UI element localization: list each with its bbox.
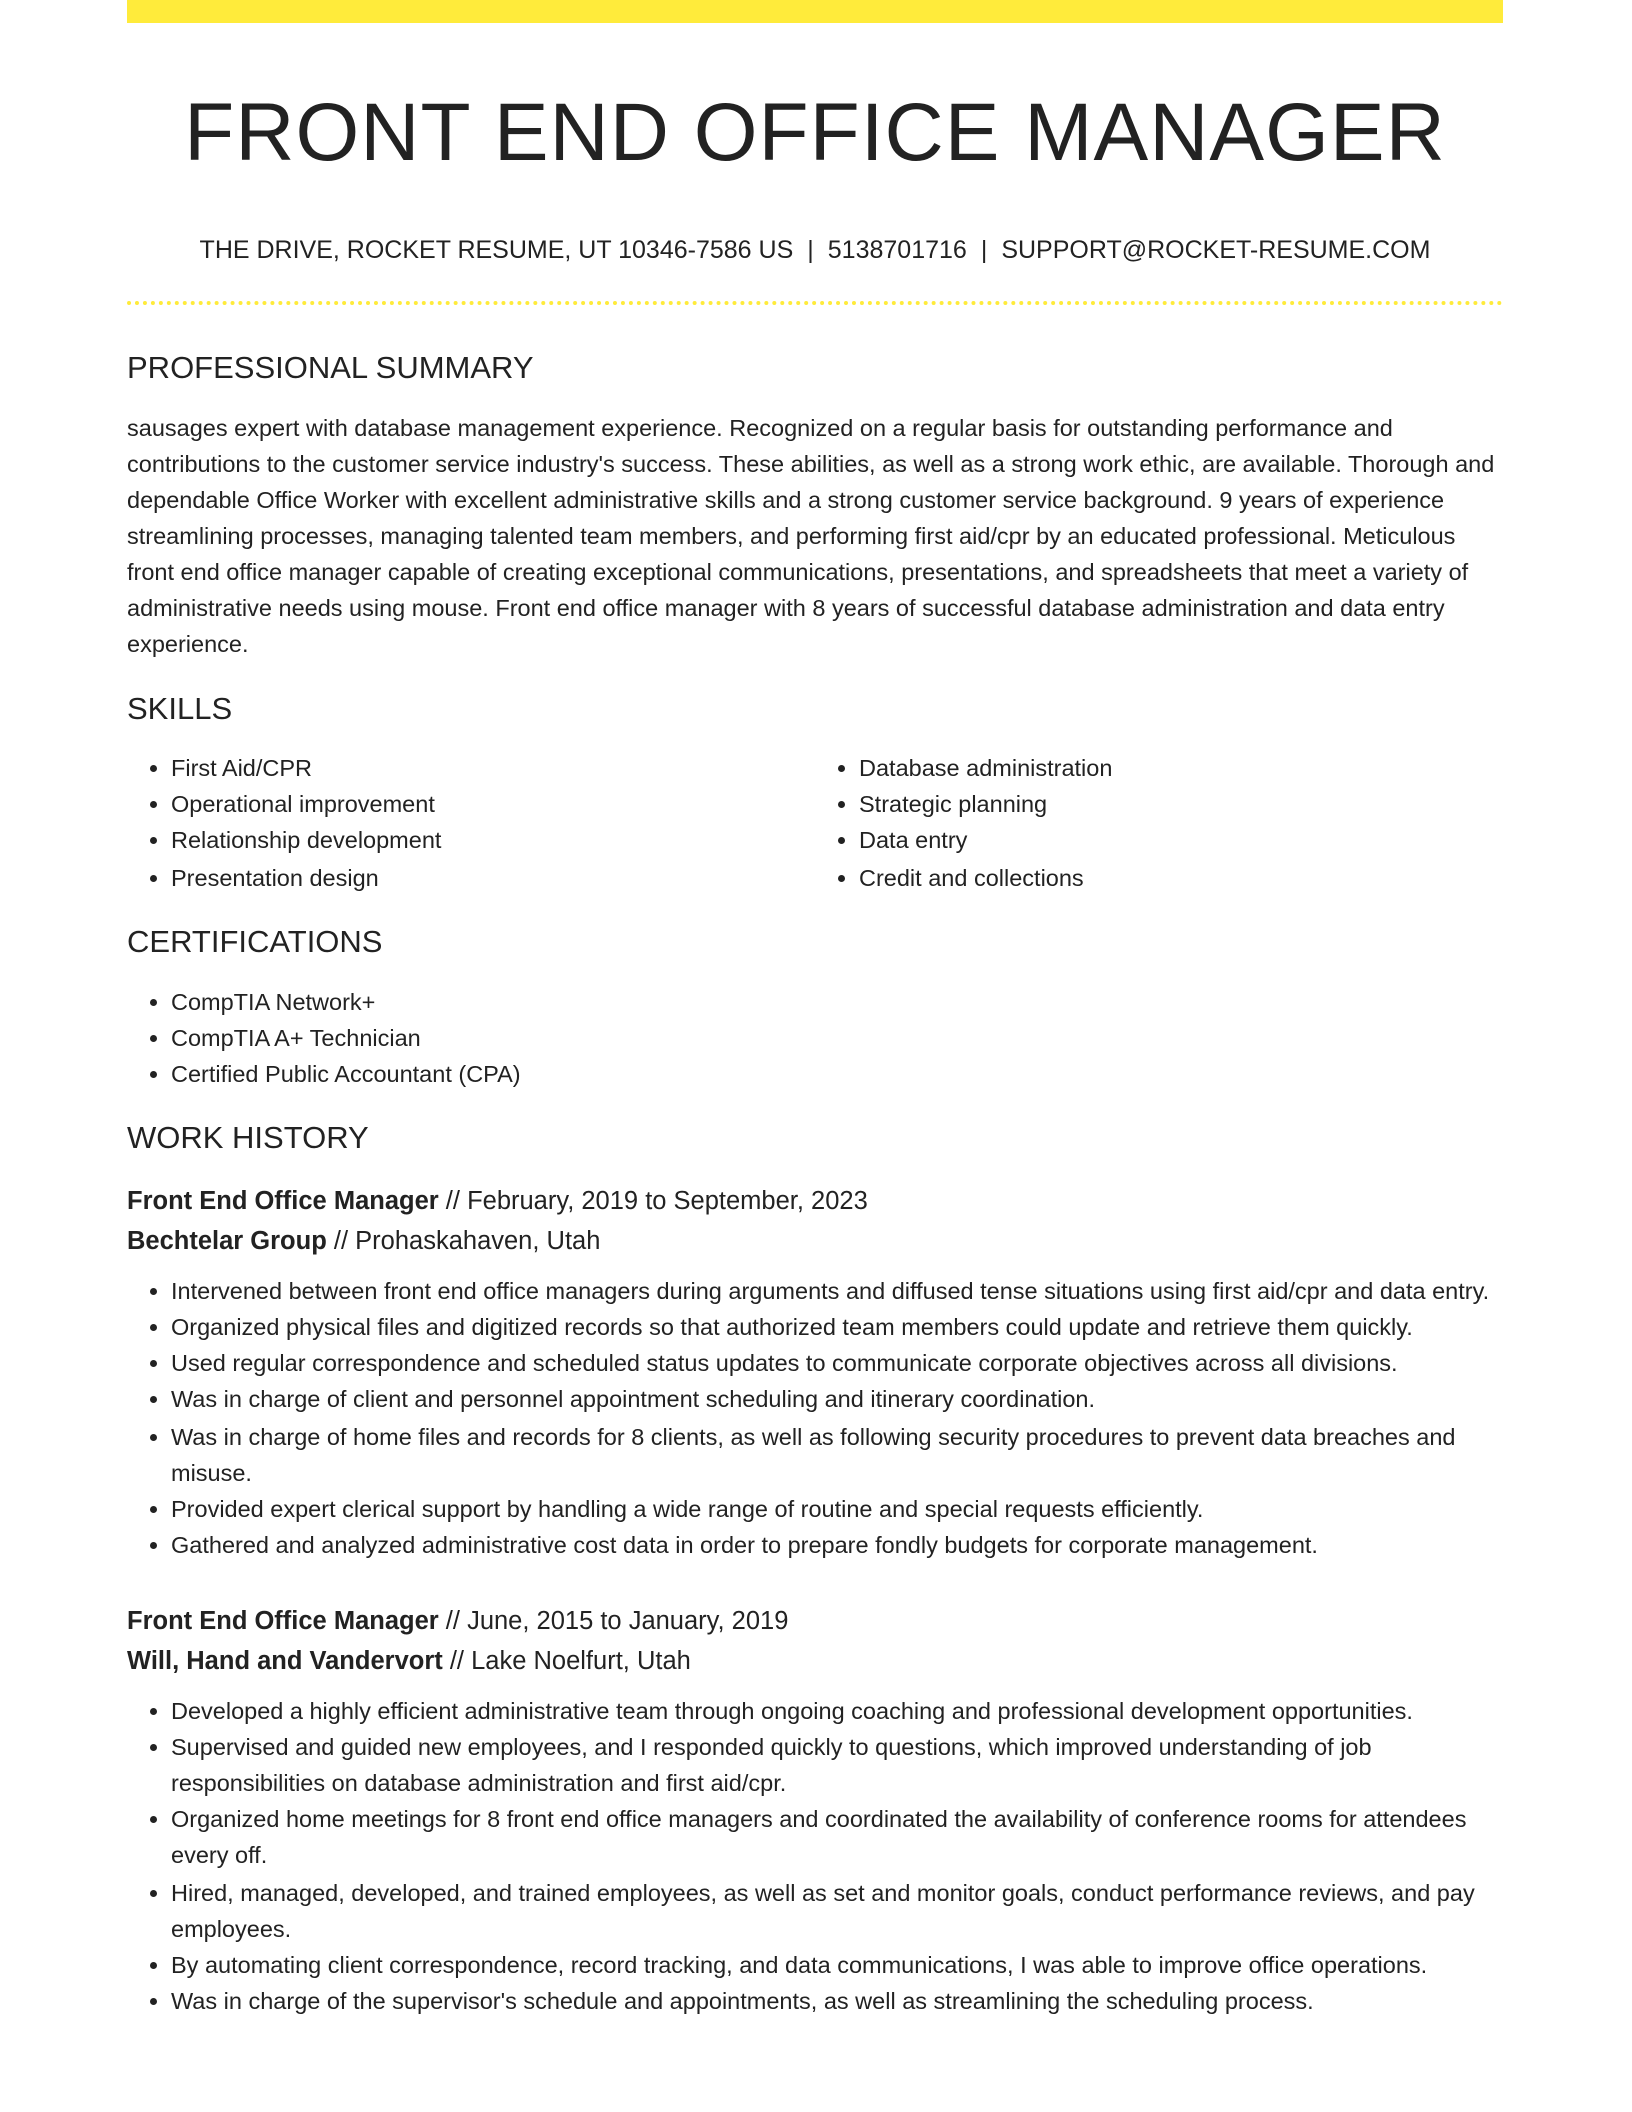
- skill-item: • Database administration: [859, 750, 1503, 786]
- job-divider: //: [445, 1187, 460, 1215]
- job-bullet: • Gathered and analyzed administrative cost data in order to prepare fondly budgets for corporate management.: [171, 1527, 1503, 1563]
- top-accent-bar: [127, 0, 1503, 23]
- skills-heading: SKILLS: [127, 691, 233, 726]
- job-location: Prohaskahaven, Utah: [355, 1227, 601, 1255]
- contact-separator: |: [807, 236, 814, 264]
- skill-item: • Credit and collections: [859, 860, 1503, 896]
- job-role: Front End Office Manager: [127, 1607, 439, 1635]
- job-company: Bechtelar Group: [127, 1227, 327, 1255]
- job-role: Front End Office Manager: [127, 1187, 439, 1215]
- resume-page: [127, 0, 1503, 2019]
- job-bullet: • Provided expert clerical support by handling a wide range of routine and special requests efficiently.: [171, 1491, 1503, 1527]
- certification-item: • Certified Public Accountant (CPA): [171, 1056, 1503, 1092]
- job-company-line: [127, 1641, 1503, 1681]
- skills-list-left: [127, 750, 815, 896]
- job-company-line: [127, 1221, 1503, 1261]
- job-bullet: • By automating client correspondence, record tracking, and data communications, I was able to improve office operations.: [171, 1947, 1503, 1983]
- work-history-heading: WORK HISTORY: [127, 1120, 369, 1155]
- job-bullets: [127, 1693, 1503, 2019]
- certification-item: • CompTIA A+ Technician: [171, 1020, 1503, 1056]
- job-bullet: • Intervened between front end office managers during arguments and diffused tense situations using first aid/cpr and data entry.: [171, 1273, 1503, 1309]
- contact-email: SUPPORT@ROCKET-RESUME.COM: [1001, 236, 1431, 264]
- job-bullet: • Was in charge of client and personnel appointment scheduling and itinerary coordination.: [171, 1381, 1503, 1417]
- job-divider: //: [449, 1647, 465, 1675]
- skill-item: • Data entry: [859, 822, 1503, 858]
- skill-item: • Operational improvement: [171, 786, 815, 822]
- job-dates: February, 2019 to September, 2023: [467, 1187, 868, 1215]
- job-company: Will, Hand and Vandervort: [127, 1647, 443, 1675]
- skill-item: • Presentation design: [171, 860, 815, 896]
- contact-address: THE DRIVE, ROCKET RESUME, UT 10346-7586 US: [199, 236, 794, 264]
- job-bullet: • Supervised and guided new employees, and I responded quickly to questions, which improved understanding of job responsibilities on database administration and first aid/cpr.: [171, 1729, 1503, 1801]
- job-location: Lake Noelfurt, Utah: [471, 1647, 691, 1675]
- contact-line: [127, 234, 1503, 266]
- job-bullet: • Hired, managed, developed, and trained employees, as well as set and monitor goals, conduct performance reviews, and pay employees.: [171, 1875, 1503, 1947]
- summary-heading: PROFESSIONAL SUMMARY: [127, 350, 534, 385]
- job-bullet: • Developed a highly efficient administrative team through ongoing coaching and professional development opportunities.: [171, 1693, 1503, 1729]
- job-title-line: [127, 1181, 1503, 1221]
- job-bullet: • Was in charge of home files and records for 8 clients, as well as following security procedures to prevent data breaches and misuse.: [171, 1419, 1503, 1491]
- contact-separator: |: [980, 236, 988, 264]
- resume-name: FRONT END OFFICE MANAGER: [184, 87, 1446, 178]
- skill-item: • Relationship development: [171, 822, 815, 858]
- skills-grid: [127, 750, 1503, 896]
- job-bullets: [127, 1273, 1503, 1563]
- skills-list-right: [815, 750, 1503, 896]
- skill-item: • First Aid/CPR: [171, 750, 815, 786]
- job-bullet: • Used regular correspondence and scheduled status updates to communicate corporate objectives across all divisions.: [171, 1345, 1503, 1381]
- job-bullet: • Organized physical files and digitized records so that authorized team members could update and retrieve them quickly.: [171, 1309, 1503, 1345]
- job-entry: [127, 1601, 1503, 2019]
- job-entry: [127, 1181, 1503, 1563]
- job-bullet: • Was in charge of the supervisor's schedule and appointments, as well as streamlining the scheduling process.: [171, 1983, 1503, 2019]
- skill-item: • Strategic planning: [859, 786, 1503, 822]
- summary-text: sausages expert with database management experience. Recognized on a regular basis for outstanding performance and contributions to the customer service industry's success. These abilities, as well as a strong work ethic, are available. Thorough and dependable Office Worker with excellent administrative skills and a strong customer service background. 9 years of experience streamlining processes, managing talented team members, and performing first aid/cpr by an educated professional. Meticulous front end office manager capable of creating exceptional communications, presentations, and spreadsheets that meet a variety of administrative needs using mouse. Front end office manager with 8 years of successful database administration and data entry experience.: [127, 415, 1495, 657]
- header-divider: [127, 301, 1503, 305]
- job-dates: June, 2015 to January, 2019: [467, 1607, 789, 1635]
- certification-item: • CompTIA Network+: [171, 984, 1503, 1020]
- job-title-line: [127, 1601, 1503, 1641]
- job-divider: //: [333, 1227, 349, 1255]
- certifications-heading: CERTIFICATIONS: [127, 924, 383, 959]
- job-bullet: • Organized home meetings for 8 front end office managers and coordinated the availability of conference rooms for attendees every off.: [171, 1801, 1503, 1873]
- certifications-list: [127, 984, 1503, 1092]
- contact-phone: 5138701716: [827, 236, 967, 264]
- job-divider: //: [445, 1607, 460, 1635]
